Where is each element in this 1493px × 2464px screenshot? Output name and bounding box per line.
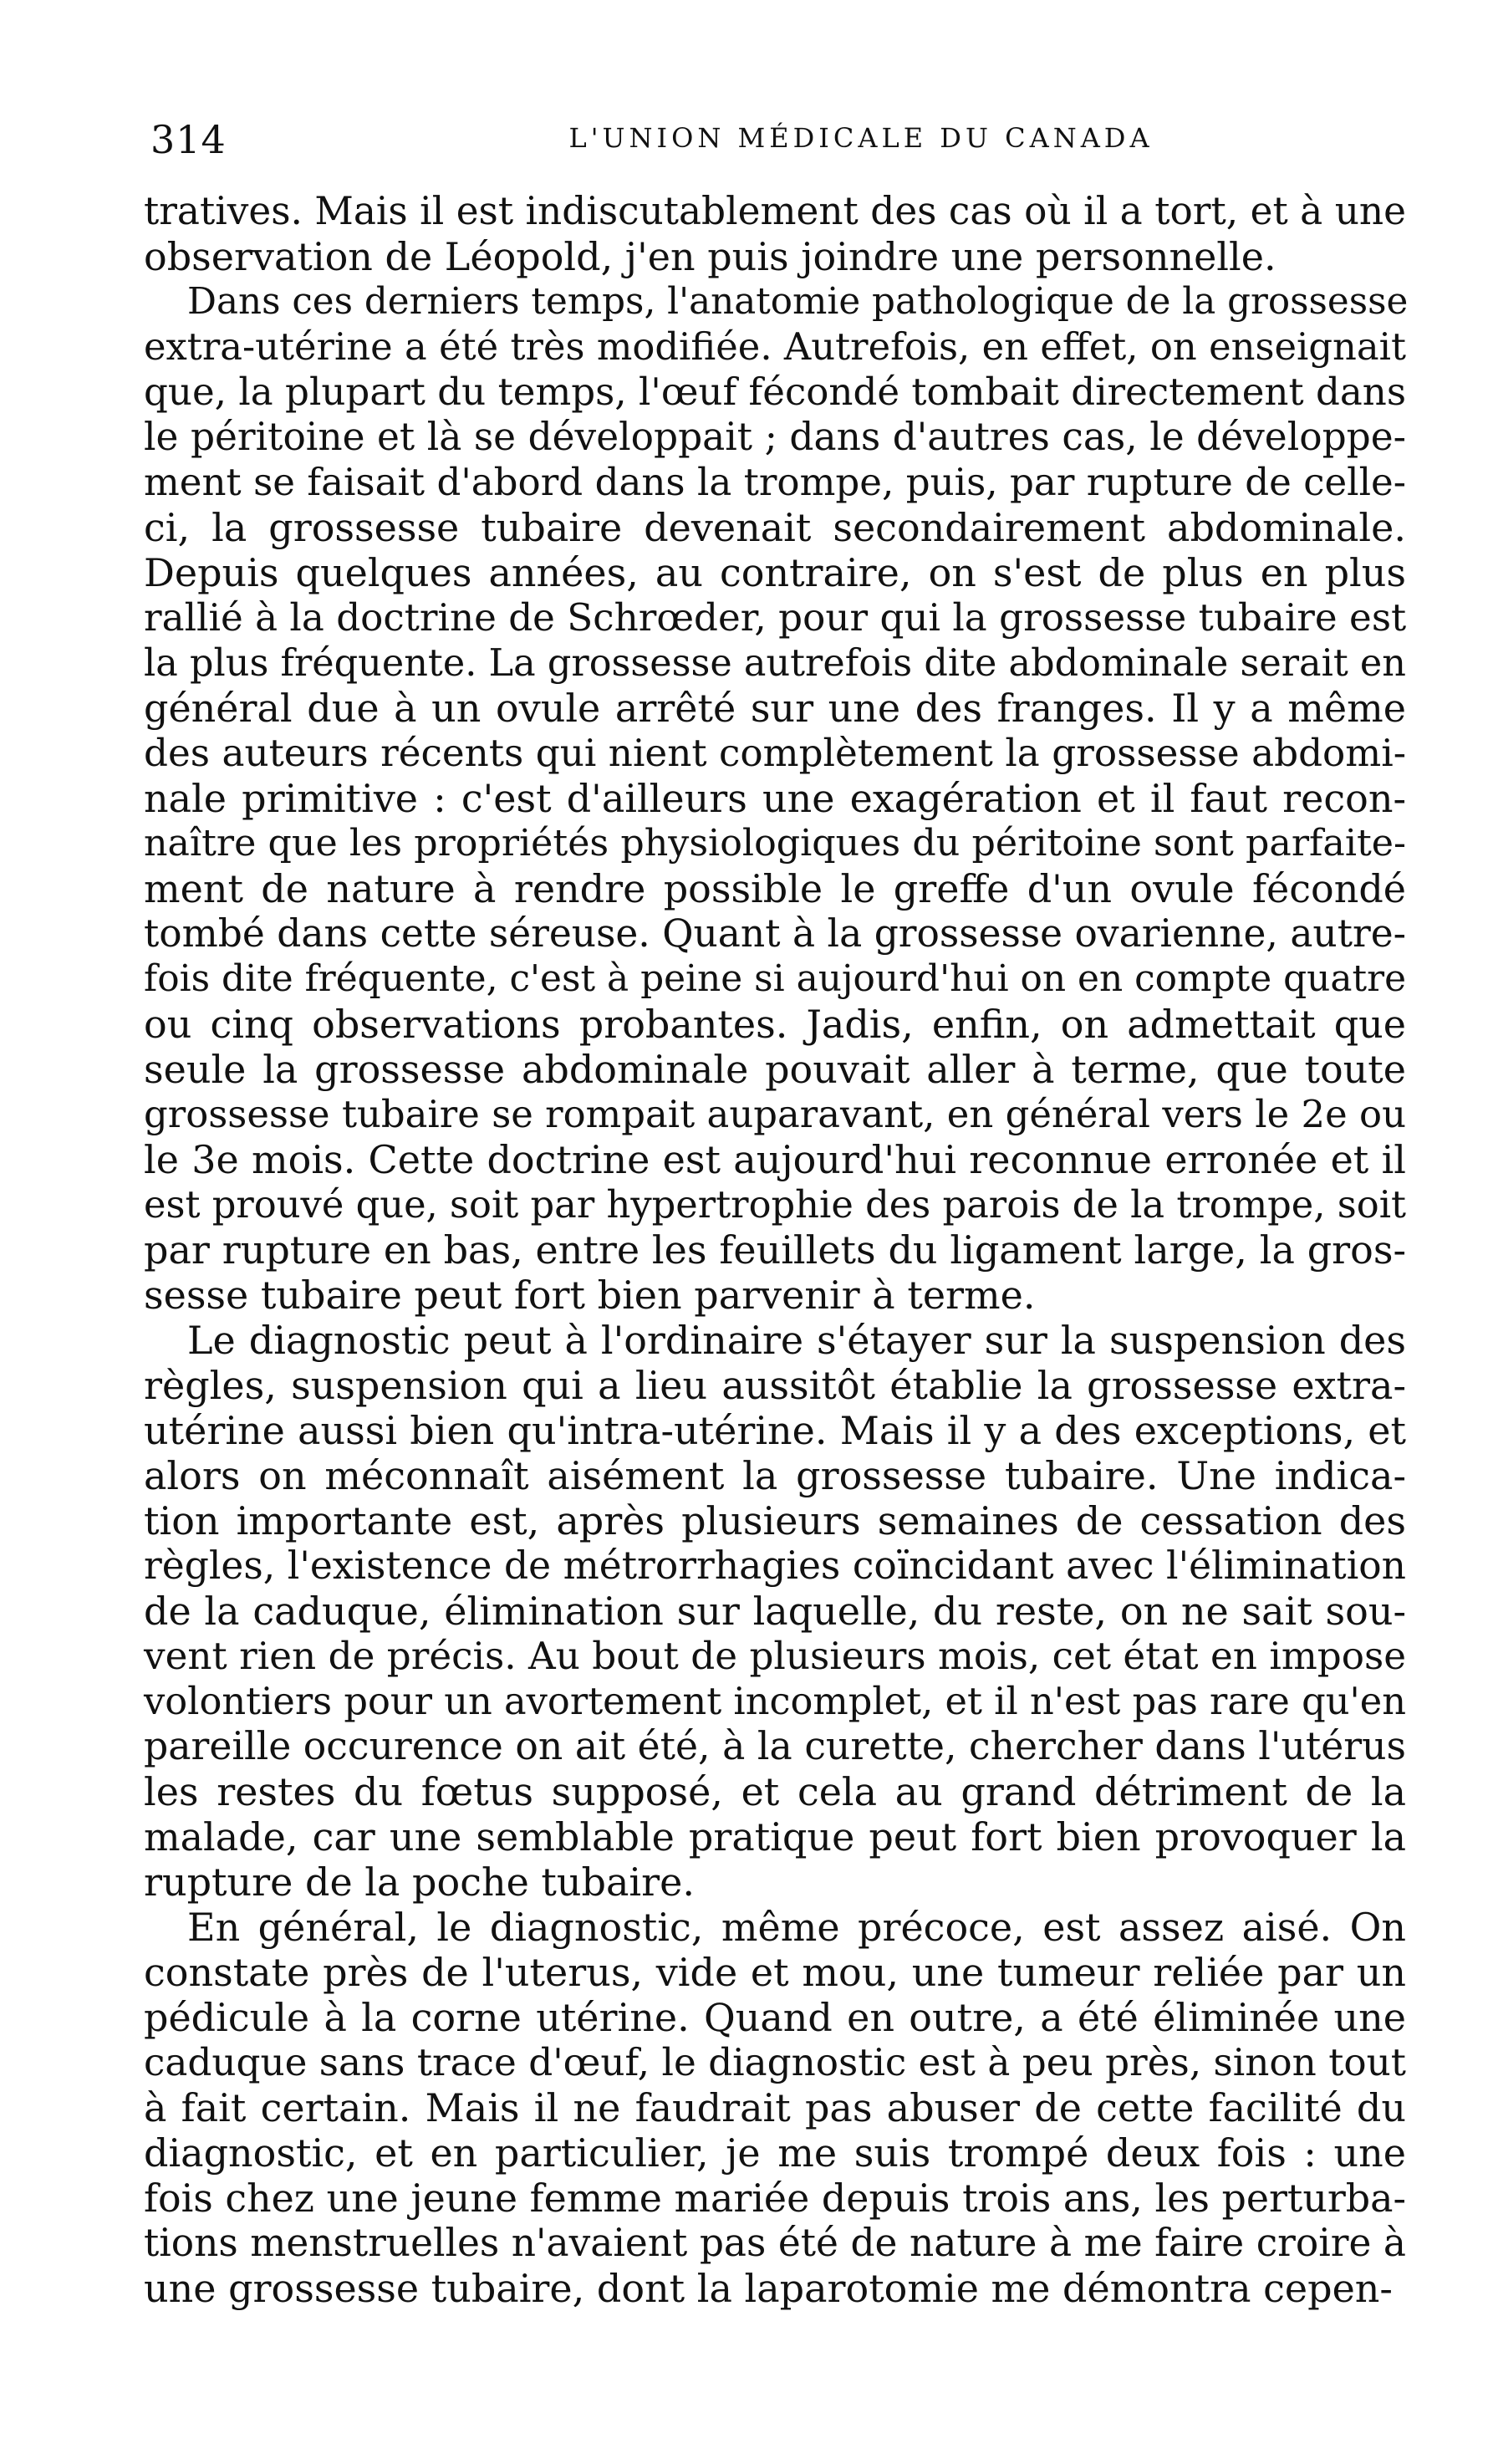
- text-line: pédicule à la corne utérine. Quand en outre, a été éliminée une: [144, 1995, 1406, 2040]
- page-number: 314: [150, 117, 227, 162]
- text-line: utérine aussi bien qu'intra-utérine. Mais il y a des exceptions, et: [144, 1408, 1406, 1453]
- text-line: seule la grossesse abdominale pouvait aller à terme, que toute: [144, 1047, 1406, 1092]
- text-line: le péritoine et là se développait ; dans d'autres cas, le développe-: [144, 415, 1406, 459]
- text-line: pareille occurence on ait été, à la curette, chercher dans l'utérus: [144, 1724, 1406, 1768]
- text-line: fois chez une jeune femme mariée depuis trois ans, les perturba-: [144, 2176, 1406, 2221]
- text-line: grossesse tubaire se rompait auparavant, en général vers le 2e ou: [144, 1092, 1406, 1136]
- text-line: caduque sans trace d'œuf, le diagnostic est à peu près, sinon tout: [144, 2040, 1406, 2084]
- text-line: Le diagnostic peut à l'ordinaire s'étayer sur la suspension des: [187, 1318, 1406, 1363]
- text-line: Dans ces derniers temps, l'anatomie pathologique de la grossesse: [187, 281, 1409, 323]
- running-head: [150, 117, 1388, 167]
- text-line: Depuis quelques années, au contraire, on s'est de plus en plus: [144, 550, 1406, 595]
- text-line: observation de Léopold, j'en puis joindre une personnelle.: [144, 234, 1276, 279]
- text-line: naître que les propriétés physiologiques du péritoine sont parfaite-: [144, 822, 1406, 865]
- text-line: de la caduque, élimination sur laquelle, du reste, on ne sait sou-: [144, 1589, 1406, 1634]
- text-line: extra-utérine a été très modifiée. Autrefois, en effet, on enseignait: [144, 324, 1406, 369]
- text-line: fois dite fréquente, c'est à peine si aujourd'hui on en compte quatre: [144, 957, 1406, 1000]
- text-line: le 3e mois. Cette doctrine est aujourd'hui reconnue erronée et il: [144, 1137, 1406, 1182]
- text-line: ci, la grossesse tubaire devenait secondairement abdominale.: [144, 505, 1406, 550]
- text-line: est prouvé que, soit par hypertrophie des parois de la trompe, soit: [144, 1182, 1406, 1227]
- text-line: tions menstruelles n'avaient pas été de nature à me faire croire à: [144, 2221, 1406, 2265]
- paragraph: [144, 1318, 1406, 1905]
- text-line: nale primitive : c'est d'ailleurs une exagération et il faut recon-: [144, 776, 1406, 821]
- text-line: alors on méconnaît aisément la grossesse tubaire. Une indica-: [144, 1453, 1406, 1498]
- paragraph: [144, 189, 1406, 279]
- text-line: la plus fréquente. La grossesse autrefois dite abdominale serait en: [144, 641, 1406, 685]
- text-line: diagnostic, et en particulier, je me suis trompé deux fois : une: [144, 2130, 1406, 2176]
- text-line: ou cinq observations probantes. Jadis, enfin, on admettait que: [144, 1002, 1406, 1047]
- text-line: En général, le diagnostic, même précoce, est assez aisé. On: [187, 1905, 1406, 1950]
- text-line: à fait certain. Mais il ne faudrait pas abuser de cette facilité du: [144, 2085, 1406, 2130]
- text-line: vent rien de précis. Au bout de plusieurs mois, cet état en impose: [144, 1634, 1406, 1678]
- text-line: tombé dans cette séreuse. Quant à la grossesse ovarienne, autre-: [144, 911, 1406, 956]
- text-line: par rupture en bas, entre les feuillets du ligament large, la gros-: [144, 1227, 1406, 1273]
- text-line: rallié à la doctrine de Schrœder, pour qui la grossesse tubaire est: [144, 595, 1407, 640]
- journal-title: L'UNION MÉDICALE DU CANADA: [568, 122, 1154, 154]
- text-line: règles, suspension qui a lieu aussitôt établie la grossesse extra-: [144, 1363, 1406, 1408]
- paragraph: [144, 1905, 1406, 2311]
- text-line: les restes du fœtus supposé, et cela au grand détriment de la: [144, 1769, 1406, 1814]
- text-line: que, la plupart du temps, l'œuf fécondé tombait directement dans: [144, 370, 1406, 414]
- text-line: tion importante est, après plusieurs semaines de cessation des: [144, 1498, 1406, 1543]
- text-line: général due à un ovule arrêté sur une des franges. Il y a même: [144, 686, 1406, 731]
- text-line: volontiers pour un avortement incomplet, et il n'est pas rare qu'en: [144, 1680, 1406, 1723]
- text-line: constate près de l'uterus, vide et mou, une tumeur reliée par un: [144, 1950, 1406, 1995]
- text-line: tratives. Mais il est indiscutablement des cas où il a tort, et à une: [144, 189, 1406, 233]
- body-text: [144, 189, 1409, 2311]
- text-line: sesse tubaire peut fort bien parvenir à terme.: [144, 1273, 1036, 1318]
- text-line: malade, car une semblable pratique peut fort bien provoquer la: [144, 1814, 1406, 1859]
- text-line: ment se faisait d'abord dans la trompe, puis, par rupture de celle-: [144, 460, 1406, 504]
- text-line: ment de nature à rendre possible le greffe d'un ovule fécondé: [144, 866, 1406, 911]
- text-line: rupture de la poche tubaire.: [144, 1859, 695, 1905]
- text-line: règles, l'existence de métrorrhagies coïncidant avec l'élimination: [144, 1543, 1406, 1588]
- text-line: une grossesse tubaire, dont la laparotomie me démontra cepen-: [144, 2266, 1393, 2311]
- text-line: des auteurs récents qui nient complètement la grossesse abdomi-: [144, 731, 1406, 775]
- paragraph: [144, 279, 1409, 1318]
